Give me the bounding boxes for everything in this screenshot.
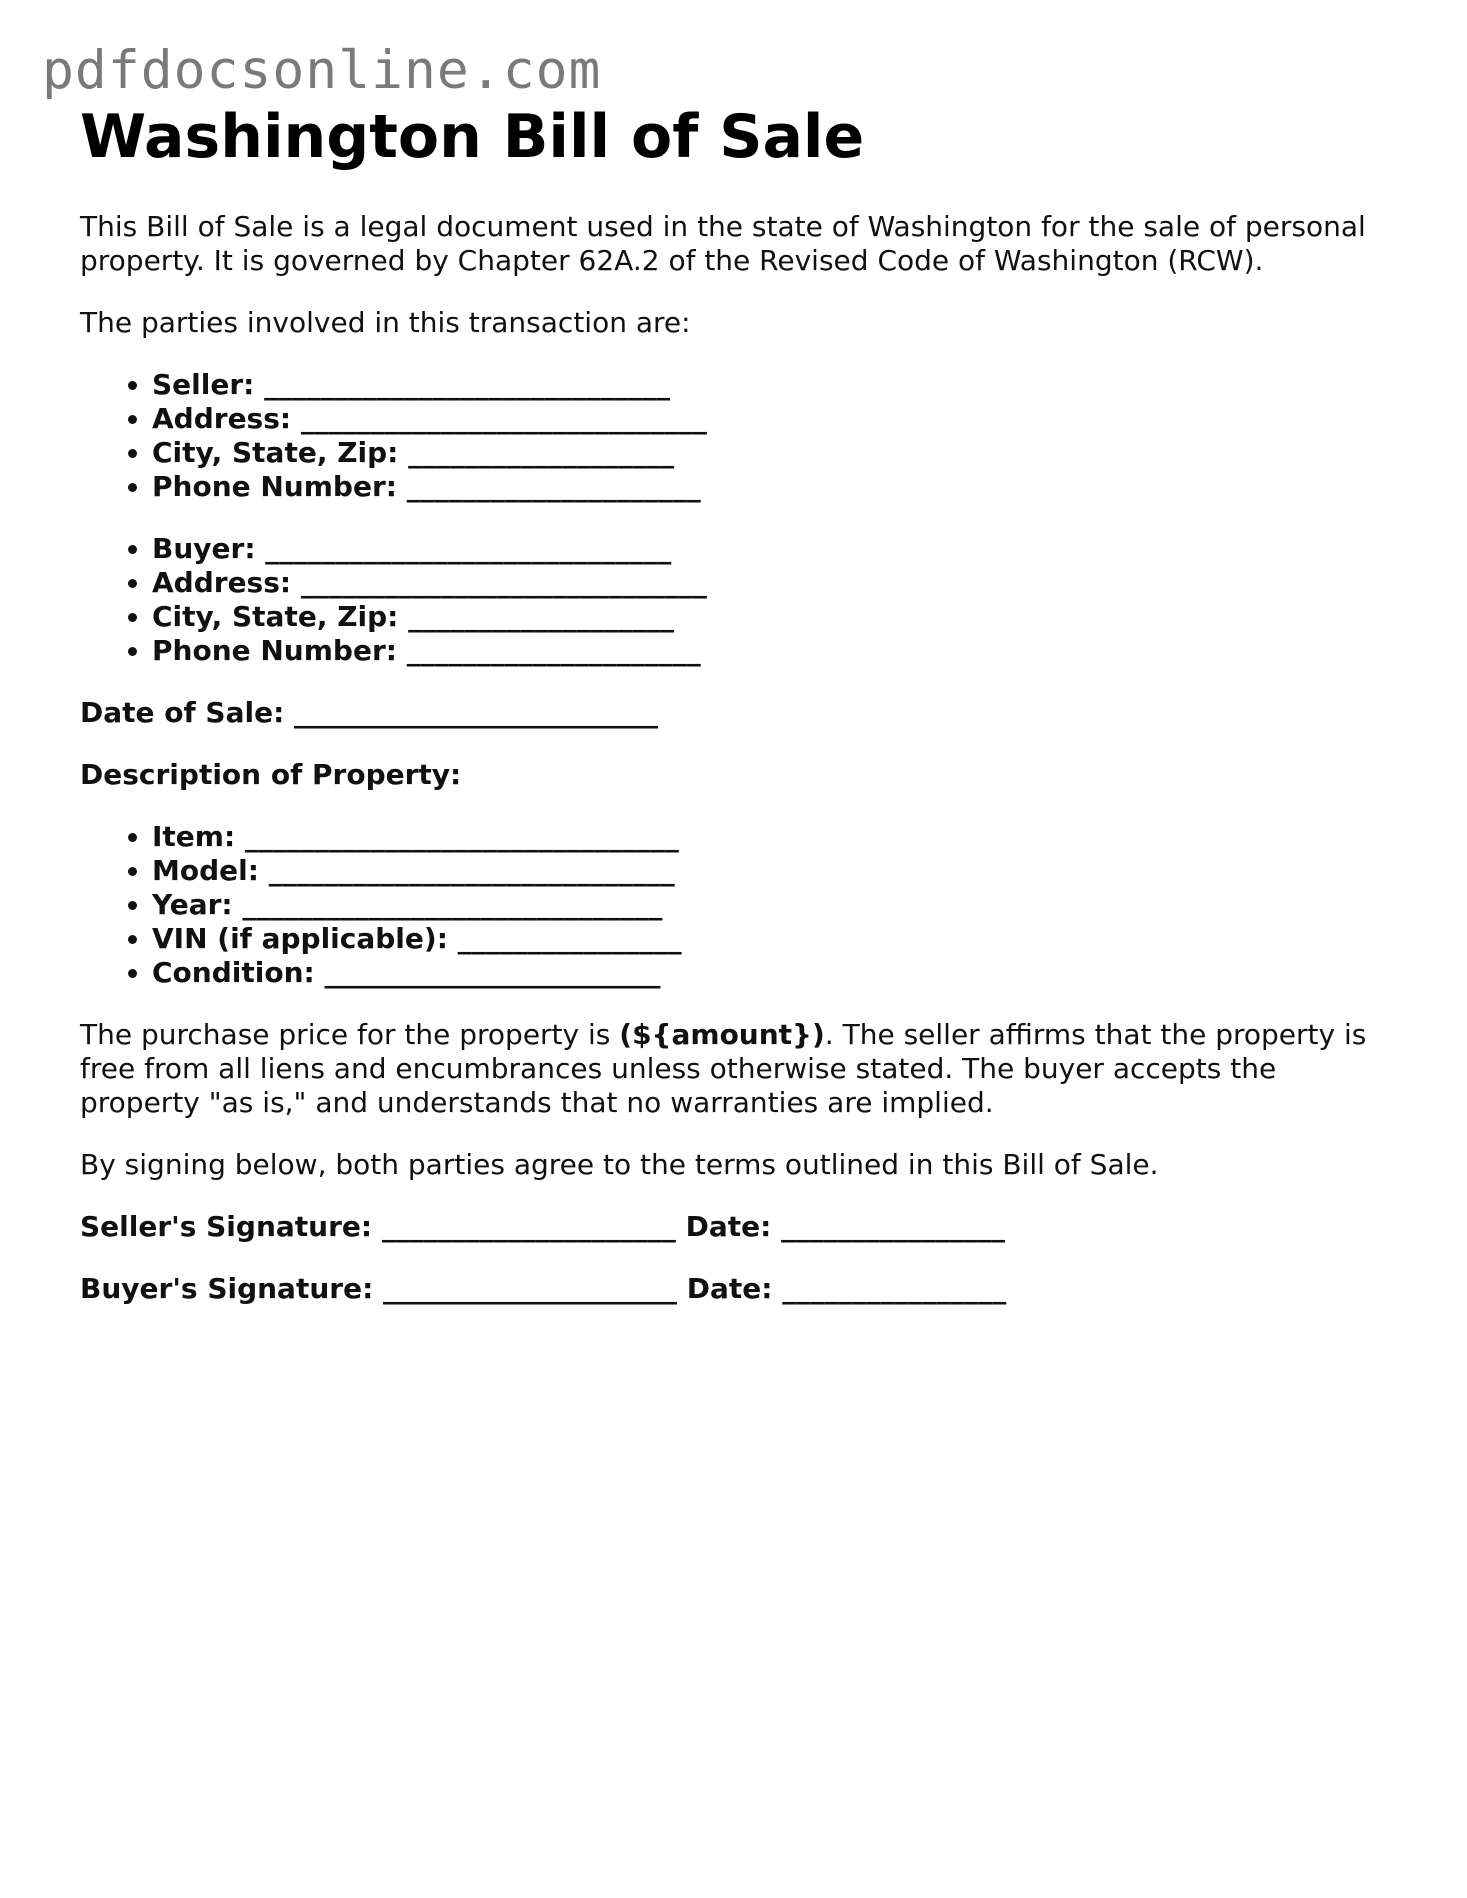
buyer-date-label: Date: xyxy=(686,1272,773,1305)
year-label: Year: xyxy=(152,888,233,921)
property-field-list xyxy=(80,820,1400,990)
vin-field[interactable]: ________________ xyxy=(457,922,682,955)
seller-field-list xyxy=(80,368,1400,504)
year-field[interactable]: ______________________________ xyxy=(242,888,663,921)
model-label: Model: xyxy=(152,854,259,887)
parties-intro: The parties involved in this transaction are: xyxy=(80,306,691,339)
buyer-address-field[interactable]: _____________________________ xyxy=(300,566,707,599)
intro-paragraph: This Bill of Sale is a legal document used in the state of Washington for the sale of personal property. It is governed by Chapter 62A.2 of the Revised Code of Washington (RCW). xyxy=(80,210,1366,277)
list-item xyxy=(152,402,1400,436)
vin-label: VIN (if applicable): xyxy=(152,922,448,955)
seller-name-label: Seller: xyxy=(152,368,255,401)
price-paragraph xyxy=(80,1018,1400,1120)
buyer-signature-line xyxy=(80,1272,1400,1306)
page-title: Washington Bill of Sale xyxy=(80,102,865,172)
condition-label: Condition: xyxy=(152,956,315,989)
seller-name-field[interactable]: _____________________________ xyxy=(264,368,671,401)
list-item xyxy=(152,888,1400,922)
list-item xyxy=(152,820,1400,854)
date-of-sale-field[interactable]: __________________________ xyxy=(294,696,659,729)
seller-date-label: Date: xyxy=(685,1210,772,1243)
buyer-signature-label: Buyer's Signature: xyxy=(80,1272,374,1305)
seller-signature-label: Seller's Signature: xyxy=(80,1210,373,1243)
price-text-before: The purchase price for the property is xyxy=(80,1018,620,1051)
list-item xyxy=(152,532,1400,566)
list-item xyxy=(152,956,1400,990)
list-item xyxy=(152,470,1400,504)
list-item xyxy=(152,436,1400,470)
seller-signature-line xyxy=(80,1210,1400,1244)
buyer-phone-field[interactable]: _____________________ xyxy=(406,634,701,667)
document-body xyxy=(80,210,1400,1334)
list-item xyxy=(152,368,1400,402)
buyer-date-field[interactable]: ________________ xyxy=(782,1272,1007,1305)
seller-signature-field[interactable]: _____________________ xyxy=(381,1210,676,1243)
seller-address-field[interactable]: _____________________________ xyxy=(300,402,707,435)
buyer-signature-field[interactable]: _____________________ xyxy=(383,1272,678,1305)
seller-address-label: Address: xyxy=(152,402,292,435)
condition-field[interactable]: ________________________ xyxy=(324,956,661,989)
buyer-city-label: City, State, Zip: xyxy=(152,600,399,633)
buyer-phone-label: Phone Number: xyxy=(152,634,397,667)
buyer-address-label: Address: xyxy=(152,566,292,599)
item-label: Item: xyxy=(152,820,236,853)
buyer-name-field[interactable]: _____________________________ xyxy=(265,532,672,565)
buyer-city-field[interactable]: ___________________ xyxy=(408,600,675,633)
date-of-sale-line xyxy=(80,696,1400,730)
price-text-after: . The seller affirms that the property is free from all liens and encumbrances unless otherwise stated. The buyer accepts the property "as is," and understands that no warranties are implied. xyxy=(80,1018,1367,1119)
property-heading: Description of Property: xyxy=(80,758,462,791)
buyer-name-label: Buyer: xyxy=(152,532,256,565)
seller-city-field[interactable]: ___________________ xyxy=(408,436,675,469)
list-item xyxy=(152,854,1400,888)
model-field[interactable]: _____________________________ xyxy=(268,854,675,887)
seller-city-label: City, State, Zip: xyxy=(152,436,399,469)
seller-date-field[interactable]: ________________ xyxy=(781,1210,1006,1243)
price-amount: (${amount}) xyxy=(619,1018,825,1051)
watermark: pdfdocsonline.com xyxy=(42,40,602,101)
list-item xyxy=(152,600,1400,634)
item-field[interactable]: _______________________________ xyxy=(244,820,679,853)
buyer-field-list xyxy=(80,532,1400,668)
date-of-sale-label: Date of Sale: xyxy=(80,696,285,729)
list-item xyxy=(152,634,1400,668)
list-item xyxy=(152,566,1400,600)
agreement-paragraph: By signing below, both parties agree to the terms outlined in this Bill of Sale. xyxy=(80,1148,1159,1181)
seller-phone-field[interactable]: _____________________ xyxy=(406,470,701,503)
seller-phone-label: Phone Number: xyxy=(152,470,397,503)
list-item xyxy=(152,922,1400,956)
